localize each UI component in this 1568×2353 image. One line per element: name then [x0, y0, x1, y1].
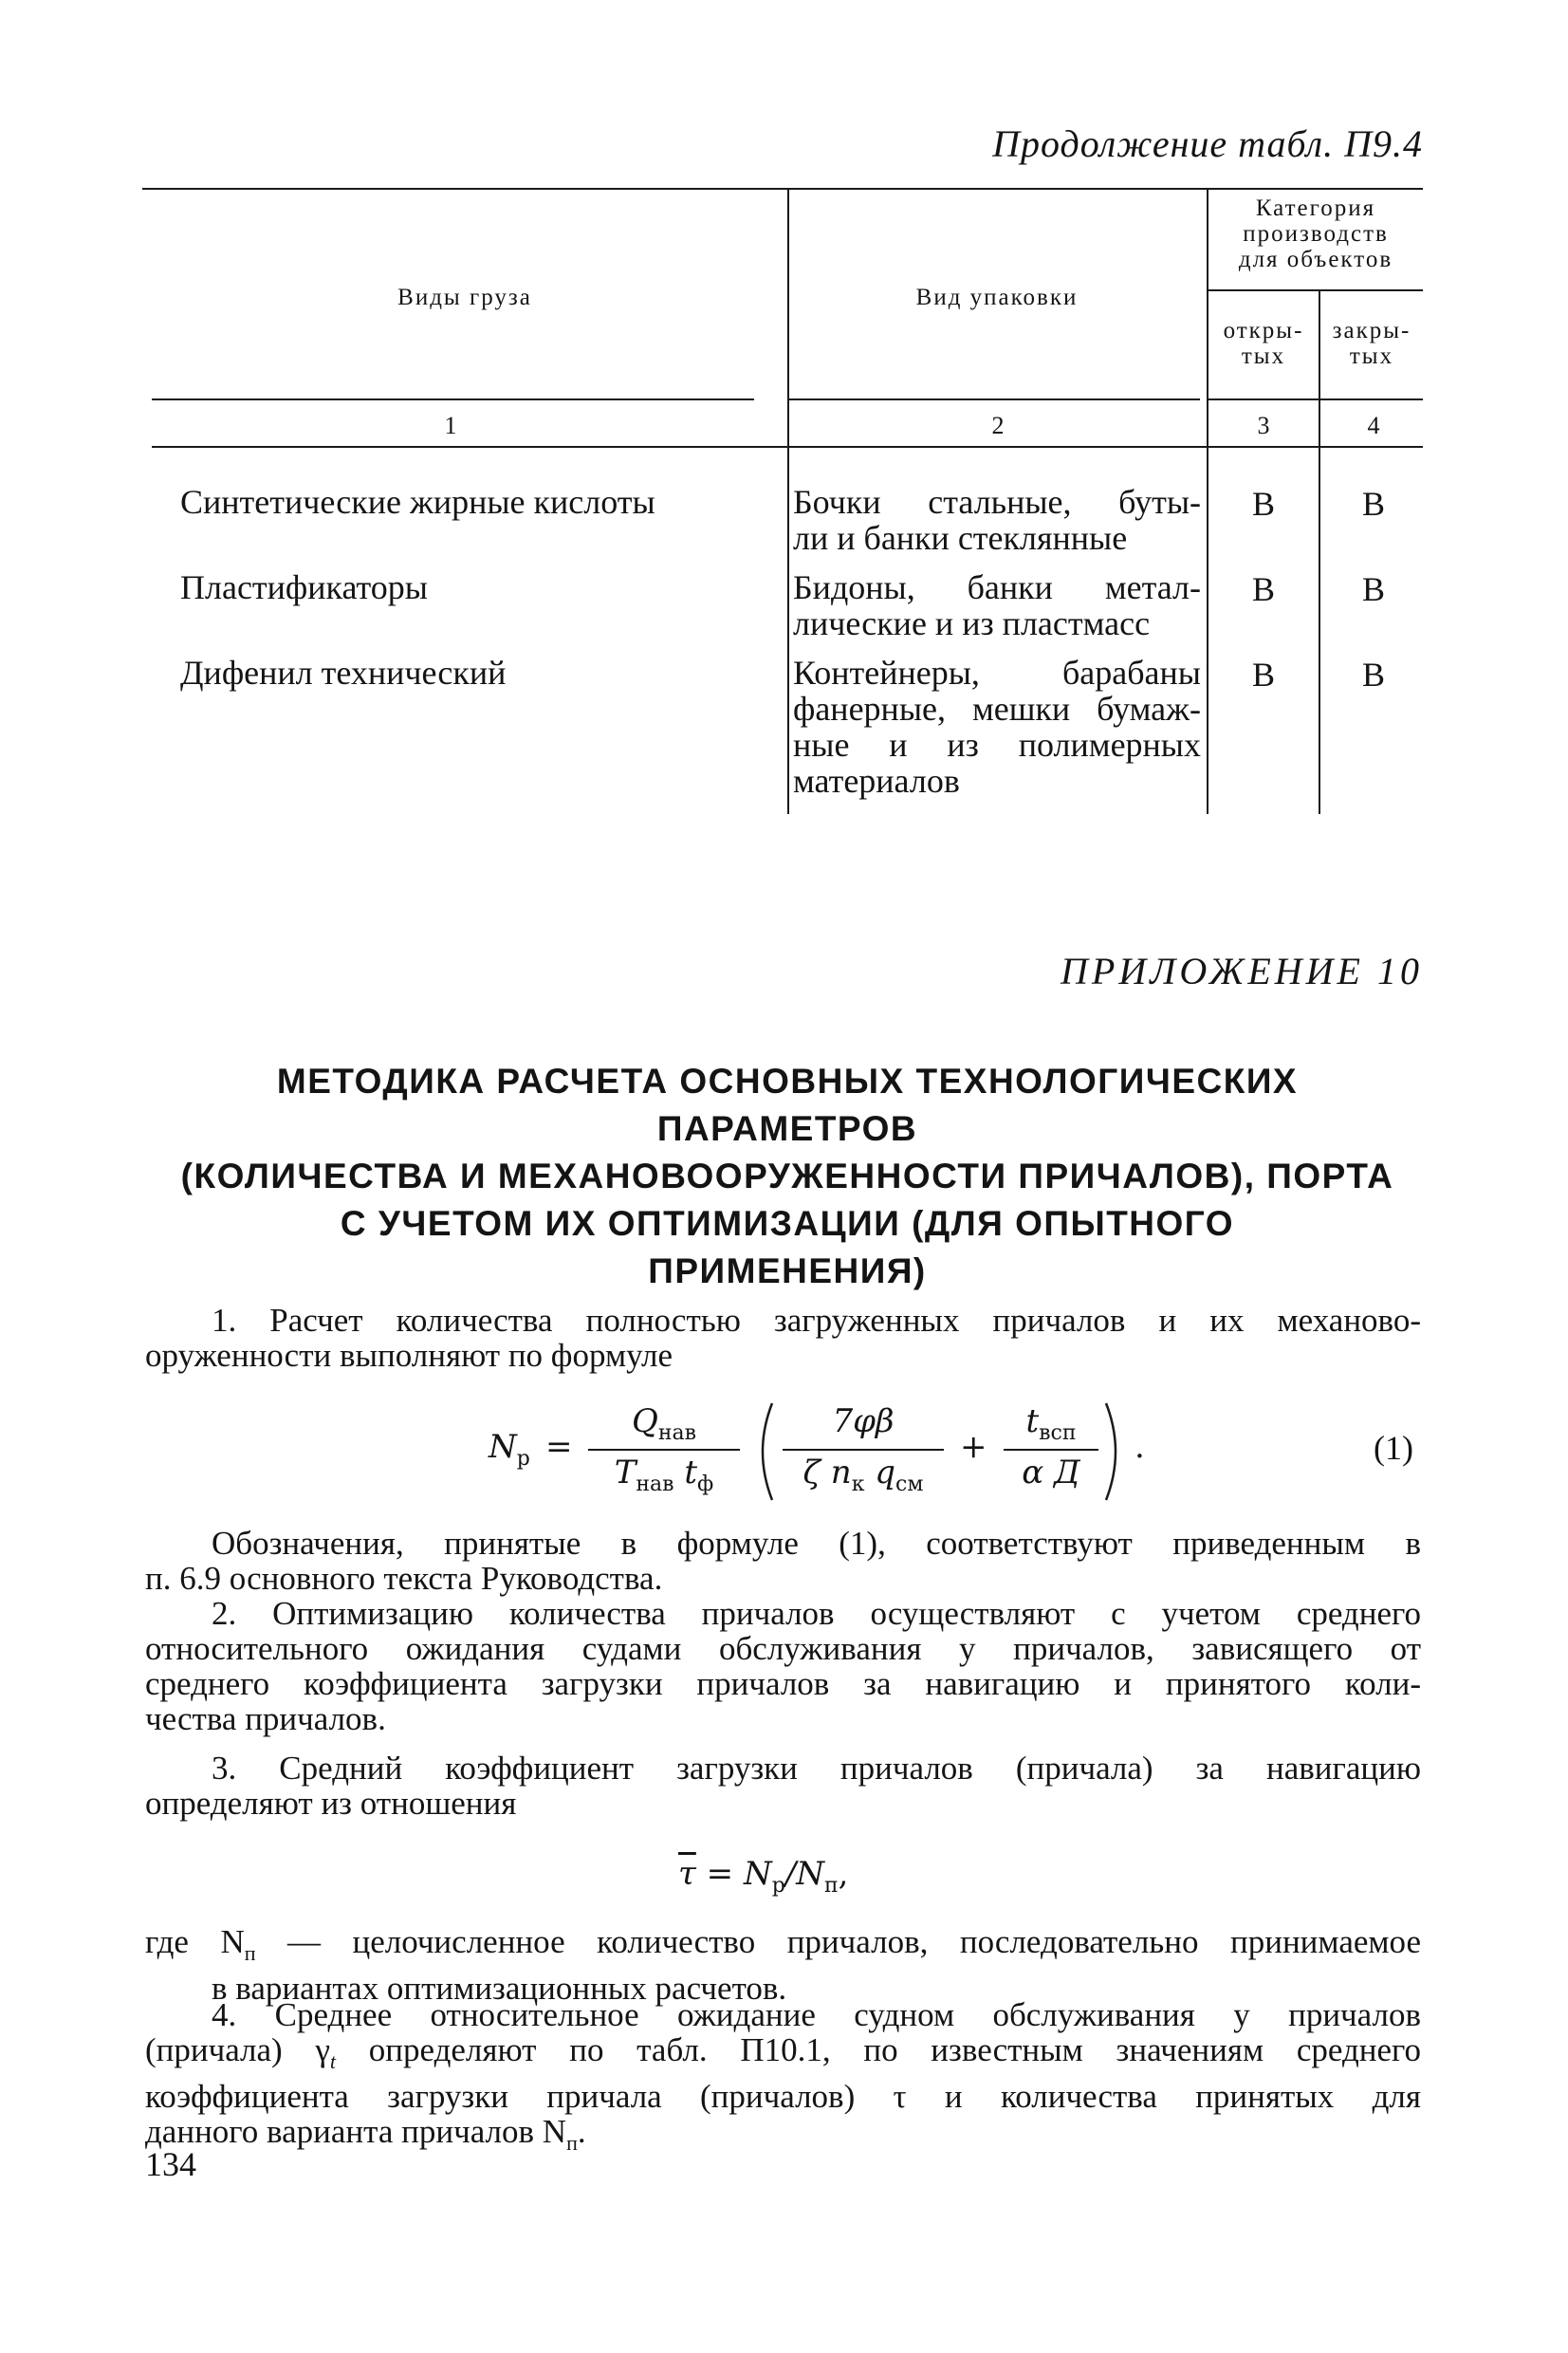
title-line: (КОЛИЧЕСТВА И МЕХАНОВООРУЖЕННОСТИ ПРИЧАЛОВ), ПОРТА	[180, 1157, 1394, 1195]
table-continuation-label: Продолжение табл. П9.4	[992, 122, 1423, 165]
page-number: 134	[145, 2145, 196, 2183]
table-row-cargo: Синтетические жирные кислоты	[180, 483, 655, 521]
fraction-2-num: 7φβ	[832, 1402, 895, 1440]
appendix-label: ПРИЛОЖЕНИЕ 10	[1061, 950, 1423, 992]
header-closed-line: тых	[1349, 343, 1394, 369]
paragraph-line: п. 6.9 основного текста Руководства.	[145, 1560, 663, 1597]
left-paren	[749, 1399, 778, 1504]
paragraph-line: 1. Расчет количества полностью загруженных причалов и их механово-	[212, 1302, 1421, 1339]
category-rule	[1207, 289, 1423, 291]
title-line: МЕТОДИКА РАСЧЕТА ОСНОВНЫХ ТЕХНОЛОГИЧЕСКИХ ПАРАМЕТРОВ	[276, 1062, 1299, 1148]
fraction-bar	[588, 1449, 740, 1451]
formula-eq: =	[545, 1428, 573, 1466]
fraction-2-den: ζ $n_к$ $q_{см}$	[802, 1454, 924, 1496]
header-packaging: Вид упаковки	[915, 285, 1079, 310]
fraction-3-den: α Д	[1022, 1454, 1080, 1491]
paragraph-1	[145, 1303, 1421, 1373]
formula-plus: +	[960, 1428, 987, 1466]
table-row-open: В	[1251, 485, 1275, 523]
paragraph-line: среднего коэффициента загрузки причалов за навигацию и принятого коли-	[145, 1665, 1421, 1702]
header-bottom-rule	[152, 398, 754, 400]
paragraph-line: оруженности выполняют по формуле	[145, 1337, 673, 1374]
fraction-3-num: $t_{всп}$	[1025, 1402, 1077, 1445]
header-open-line: откры-	[1223, 318, 1304, 343]
table-row-packaging	[793, 484, 1201, 556]
column-number: 4	[1367, 412, 1380, 439]
formula-lhs: $N_р$	[489, 1428, 530, 1471]
column-number: 3	[1257, 412, 1270, 439]
table-row-packaging	[793, 569, 1201, 641]
fraction-1: $Q_{нав}$	[631, 1402, 697, 1445]
table-row-cargo: Дифенил технический	[180, 654, 507, 692]
header-cargo: Виды груза	[397, 285, 532, 310]
title-line: С УЧЕТОМ ИХ ОПТИМИЗАЦИИ (ДЛЯ ОПЫТНОГО	[340, 1204, 1235, 1243]
paragraph-1b	[145, 1526, 1421, 1596]
right-paren	[1100, 1399, 1129, 1504]
where-clause: где $N_п$ — целочисленное количество причалов, последовательно принимаемое в вариантах оптимизационных расчетов.	[145, 1923, 1422, 2007]
paragraph-line: коэффициента загрузки причала (причалов) τ и количества принятых для	[145, 2078, 1421, 2115]
header-category-line: Категория	[1255, 195, 1376, 221]
col-divider-2	[1207, 188, 1208, 814]
fraction-bar	[1004, 1449, 1098, 1451]
header-closed	[1320, 318, 1423, 369]
header-closed-line: закры-	[1332, 318, 1411, 343]
packaging-line: ные и из полимерных	[793, 726, 1201, 764]
packaging-line: материалов	[793, 762, 960, 800]
paragraph-line: чества причалов.	[145, 1700, 386, 1737]
paragraph-line: 2. Оптимизацию количества причалов осуществляют с учетом среднего	[212, 1595, 1421, 1632]
header-category	[1208, 195, 1423, 272]
appendix-title	[152, 1058, 1423, 1295]
fraction-bar	[783, 1449, 944, 1451]
table-top-rule	[142, 188, 1423, 190]
fraction-1-den: $T_{нав}$ $t_ф$	[614, 1454, 714, 1496]
paragraph-line: 3. Средний коэффициент загрузки причалов (причала) за навигацию	[212, 1750, 1421, 1787]
column-number: 2	[991, 412, 1005, 439]
title-line: ПРИМЕНЕНИЯ)	[648, 1251, 927, 1290]
packaging-line: Контейнеры, барабаны	[793, 654, 1201, 692]
formula-number: (1)	[1374, 1429, 1413, 1467]
paragraph-line: 4. Среднее относительное ожидание судном обслуживания у причалов	[212, 1996, 1421, 2033]
table-row-packaging	[793, 655, 1201, 799]
paragraph-line: определяют из отношения	[145, 1785, 517, 1822]
paragraph-line: в вариантах оптимизационных расчетов.	[212, 1970, 787, 2007]
paragraph-2	[145, 1596, 1421, 1736]
paragraph-line: Обозначения, принятые в формуле (1), соответствуют приведенным в	[212, 1525, 1421, 1562]
packaging-line: Бочки стальные, буты-	[793, 483, 1201, 521]
header-bottom-rule-2	[787, 398, 1200, 400]
packaging-line: лические и из пластмасс	[793, 604, 1151, 642]
header-bottom-rule-3	[1207, 398, 1423, 400]
paragraph-line: относительного ожидания судами обслуживания у причалов, зависящего от	[145, 1630, 1421, 1667]
col-divider-1	[787, 188, 789, 814]
packaging-line: фанерные, мешки бумаж-	[793, 690, 1201, 728]
packaging-line: Бидоны, банки метал-	[793, 568, 1201, 606]
formula-2: $\overline{\tau} = N_р/N_п$,	[678, 1855, 849, 1898]
paragraph-4: 4. Среднее относительное ожидание судном обслуживания у причалов (причала) $\gamma_t$ определяют по табл. П10.1, по известным значениям среднего коэффициента загрузки причала (причалов) τ и количества принятых для данного варианта причалов $N_п$.	[145, 1996, 1421, 2155]
packaging-line: ли и банки стеклянные	[793, 519, 1128, 557]
header-open-line: тых	[1241, 343, 1286, 369]
table-row-closed: В	[1361, 656, 1385, 694]
header-open	[1208, 318, 1319, 369]
table-row-closed: В	[1361, 485, 1385, 523]
table-row-open: В	[1251, 656, 1275, 694]
table-row-open: В	[1251, 570, 1275, 608]
table-row-cargo: Пластификаторы	[180, 568, 428, 606]
table-row-closed: В	[1361, 570, 1385, 608]
formula-tail: .	[1134, 1428, 1145, 1466]
tau-symbol: $\overline{\tau}$	[678, 1855, 696, 1893]
header-category-line: для объектов	[1238, 247, 1393, 272]
paragraph-3	[145, 1751, 1421, 1821]
header-category-line: производств	[1243, 221, 1389, 247]
column-number: 1	[444, 412, 457, 439]
